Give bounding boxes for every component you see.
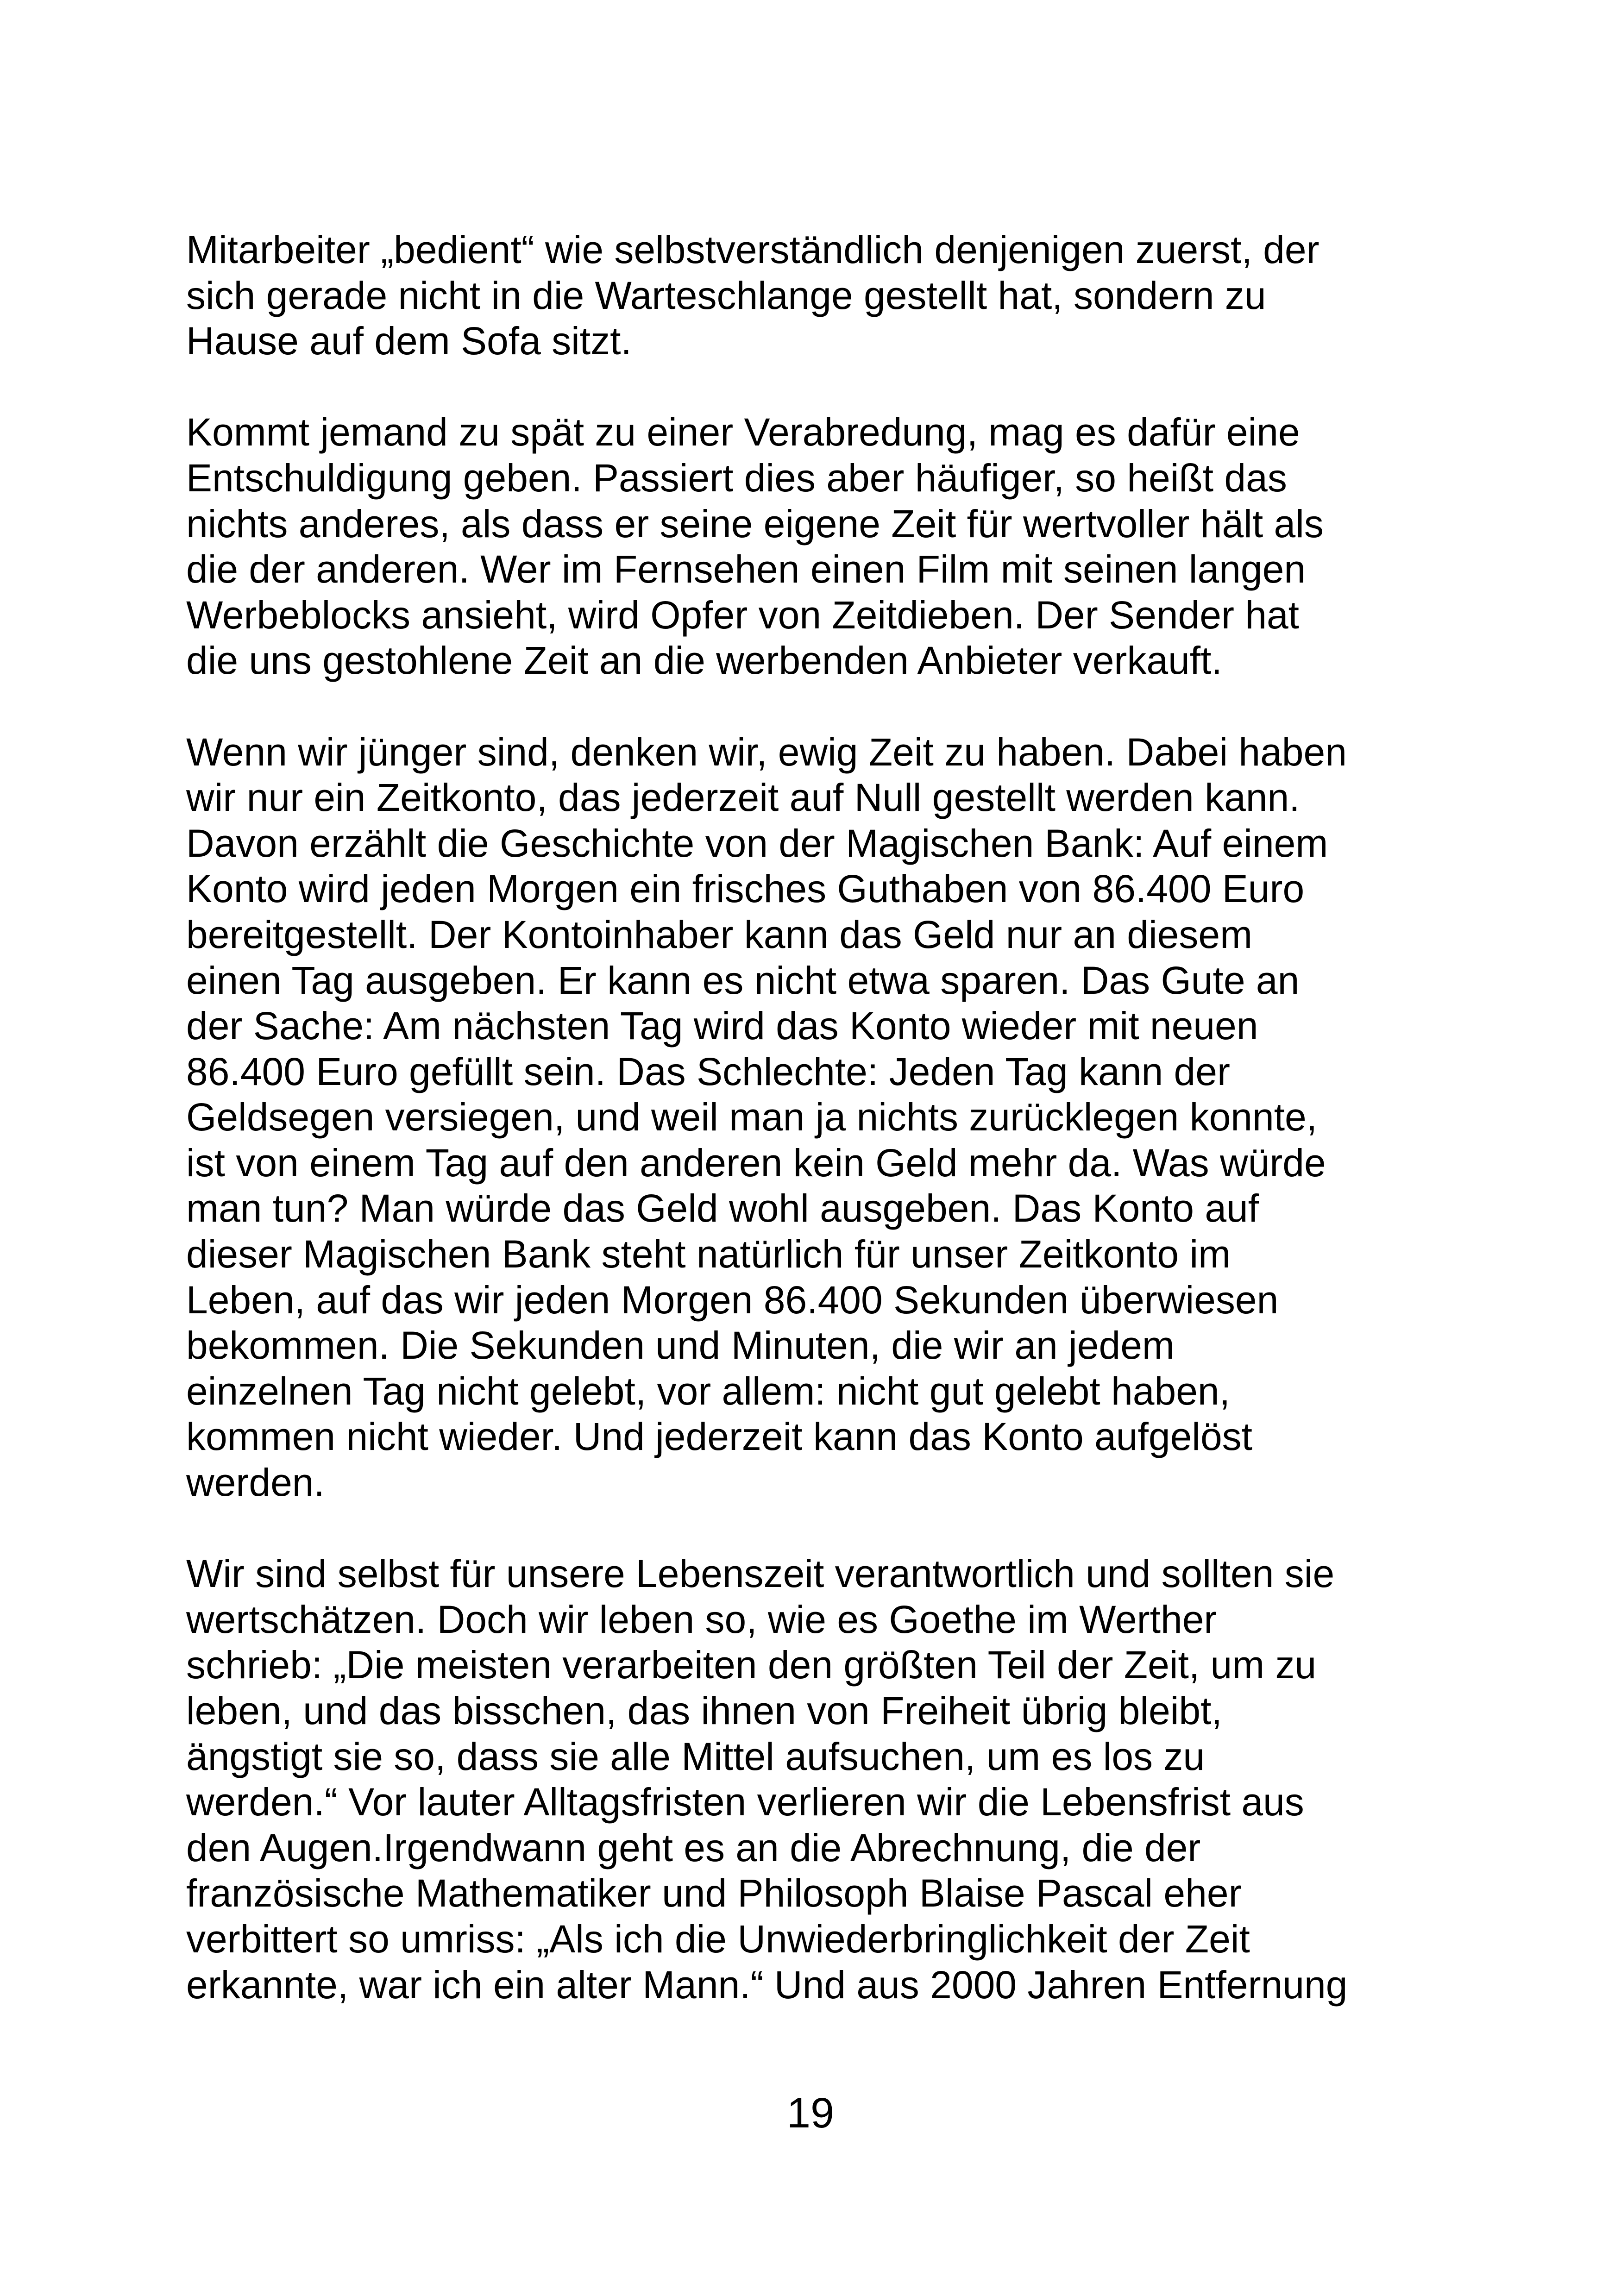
text-line: Entschuldigung geben. Passiert dies aber häufiger, so heißt das [186,456,1287,500]
text-line: französische Mathematiker und Philosoph Blaise Pascal eher [186,1871,1242,1915]
paragraph-spacer [186,684,1474,729]
text-line: bereitgestellt. Der Kontoinhaber kann das Geld nur an diesem [186,912,1253,956]
text-line: Hause auf dem Sofa sitzt. [186,319,632,363]
text-line: Davon erzählt die Geschichte von der Magischen Bank: Auf einem [186,821,1328,865]
page-number: 19 [786,2089,835,2137]
paragraph [186,729,1474,1506]
text-line: verbittert so umriss: „Als ich die Unwiederbringlichkeit der Zeit [186,1917,1250,1961]
text-line: Geldsegen versiegen, und weil man ja nichts zurücklegen konnte, [186,1095,1318,1139]
text-line: kommen nicht wieder. Und jederzeit kann das Konto aufgelöst [186,1415,1253,1459]
text-line: schrieb: „Die meisten verarbeiten den größten Teil der Zeit, um zu [186,1643,1317,1687]
text-line: Werbeblocks ansieht, wird Opfer von Zeitdieben. Der Sender hat [186,593,1300,637]
text-line: Kommt jemand zu spät zu einer Verabredung, mag es dafür eine [186,410,1300,454]
text-line: Leben, auf das wir jeden Morgen 86.400 Sekunden überwiesen [186,1278,1279,1322]
text-line: wir nur ein Zeitkonto, das jederzeit auf Null gestellt werden kann. [186,776,1300,820]
text-line: werden. [186,1461,325,1505]
text-line: Konto wird jeden Morgen ein frisches Guthaben von 86.400 Euro [186,867,1305,911]
text-line: bekommen. Die Sekunden und Minuten, die wir an jedem [186,1324,1175,1368]
paragraph-spacer [186,1506,1474,1551]
text-line: man tun? Man würde das Geld wohl ausgeben. Das Konto auf [186,1186,1259,1230]
text-line: sich gerade nicht in die Warteschlange gestellt hat, sondern zu [186,273,1266,317]
text-line: einen Tag ausgeben. Er kann es nicht etwa sparen. Das Gute an [186,958,1300,1002]
text-line: 86.400 Euro gefüllt sein. Das Schlechte: Jeden Tag kann der [186,1049,1230,1093]
text-line: nichts anderes, als dass er seine eigene Zeit für wertvoller hält als [186,502,1324,546]
text-line: Mitarbeiter „bedient“ wie selbstverständlich denjenigen zuerst, der [186,228,1319,271]
text-line: erkannte, war ich ein alter Mann.“ Und aus 2000 Jahren Entfernung [186,1963,1348,2007]
text-line: die uns gestohlene Zeit an die werbenden Anbieter verkauft. [186,639,1222,683]
paragraph [186,1551,1474,2007]
text-line: den Augen.Irgendwann geht es an die Abrechnung, die der [186,1826,1201,1869]
text-line: ängstigt sie so, dass sie alle Mittel aufsuchen, um es los zu [186,1734,1205,1778]
text-line: Wir sind selbst für unsere Lebenszeit verantwortlich und sollten sie [186,1552,1335,1596]
text-line: die der anderen. Wer im Fernsehen einen Film mit seinen langen [186,547,1306,591]
paragraph-spacer [186,364,1474,410]
text-line: dieser Magischen Bank steht natürlich für unser Zeitkonto im [186,1232,1231,1276]
text-line: ist von einem Tag auf den anderen kein Geld mehr da. Was würde [186,1141,1326,1185]
body-text [186,227,1474,2007]
paragraph [186,227,1474,364]
text-line: leben, und das bisschen, das ihnen von Freiheit übrig bleibt, [186,1689,1222,1732]
text-line: Wenn wir jünger sind, denken wir, ewig Zeit zu haben. Dabei haben [186,730,1347,774]
text-line: werden.“ Vor lauter Alltagsfristen verlieren wir die Lebensfrist aus [186,1780,1304,1824]
text-line: einzelnen Tag nicht gelebt, vor allem: nicht gut gelebt haben, [186,1369,1230,1413]
text-line: wertschätzen. Doch wir leben so, wie es Goethe im Werther [186,1597,1217,1641]
text-line: der Sache: Am nächsten Tag wird das Konto wieder mit neuen [186,1004,1258,1048]
paragraph [186,409,1474,684]
